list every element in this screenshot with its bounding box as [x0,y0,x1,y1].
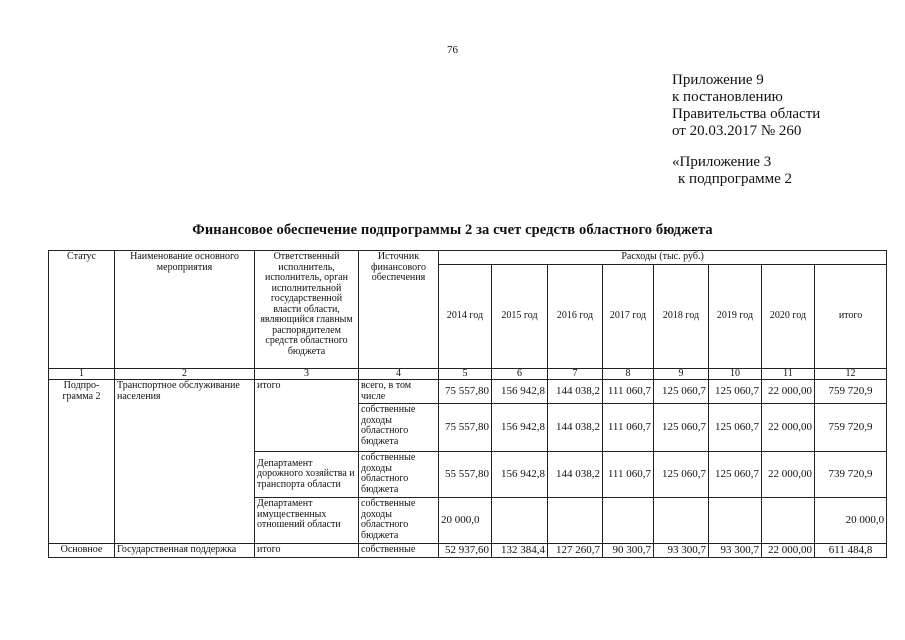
value-cell: 144 038,2 [548,380,603,404]
header-year: 2017 год [603,265,654,369]
value-cell: 125 060,7 [709,404,762,452]
value-cell: 52 937,60 [439,544,492,558]
index-cell: 3 [255,369,359,380]
header-name: Наименование основного мероприятия [115,251,255,369]
index-row [49,369,887,380]
value-cell: 55 557,80 [439,452,492,498]
index-cell: 12 [815,369,887,380]
header-status: Статус [49,251,115,369]
index-cell: 1 [49,369,115,380]
value-cell [548,498,603,544]
source-cell: собственные [359,544,439,558]
source-cell: собственные доходы областного бюджета [359,404,439,452]
source-cell: собственные доходы областного бюджета [359,498,439,544]
value-cell: 75 557,80 [439,404,492,452]
appendix-line-4: от 20.03.2017 № 260 [672,123,802,139]
value-cell: 156 942,8 [492,380,548,404]
appendix-note [672,72,820,140]
status-cell: Подпро-грамма 2 [49,380,115,544]
index-cell: 5 [439,369,492,380]
index-cell: 9 [654,369,709,380]
total-cell: 739 720,9 [815,452,887,498]
value-cell: 75 557,80 [439,380,492,404]
header-source: Источник финансового обеспечения [359,251,439,369]
total-cell: 759 720,9 [815,380,887,404]
total-cell: 611 484,8 [815,544,887,558]
value-cell: 144 038,2 [548,452,603,498]
appendix-line-3: Правительства области [672,106,821,122]
source-cell: всего, в том числе [359,380,439,404]
index-cell: 4 [359,369,439,380]
document-title: Финансовое обеспечение подпрограммы 2 за счет средств областного бюджета [192,222,713,238]
value-cell: 90 300,7 [603,544,654,558]
header-year: 2018 год [654,265,709,369]
appendix-ref-line-2: к подпрограмме 2 [678,171,792,187]
name-cell: Государственная поддержка [115,544,255,558]
value-cell: 156 942,8 [492,452,548,498]
value-cell: 93 300,7 [709,544,762,558]
status-cell: Основное [49,544,115,558]
header-responsible: Ответственный исполнитель, исполнитель, орган исполнительной государственной власти области, являющийся главным распорядителем средств областного бюджета [255,251,359,369]
value-cell: 22 000,00 [762,380,815,404]
value-cell: 132 384,4 [492,544,548,558]
source-cell: собственные доходы областного бюджета [359,452,439,498]
value-cell [762,498,815,544]
header-year: 2015 год [492,265,548,369]
index-cell: 8 [603,369,654,380]
header-total: итого [815,265,887,369]
value-cell: 156 942,8 [492,404,548,452]
value-cell: 111 060,7 [603,452,654,498]
value-cell: 111 060,7 [603,404,654,452]
finance-table [48,250,887,558]
index-cell: 10 [709,369,762,380]
value-cell: 125 060,7 [654,452,709,498]
total-cell: 759 720,9 [815,404,887,452]
header-year: 2019 год [709,265,762,369]
index-cell: 11 [762,369,815,380]
name-cell: Транспортное обслуживание населения [115,380,255,544]
header-year: 2016 год [548,265,603,369]
value-cell [654,498,709,544]
index-cell: 2 [115,369,255,380]
appendix-line-1: Приложение 9 [672,72,764,88]
value-cell: 22 000,00 [762,404,815,452]
value-cell [709,498,762,544]
page-number: 76 [447,44,458,56]
responsible-cell: итого [255,544,359,558]
table-row [49,544,887,558]
index-cell: 7 [548,369,603,380]
appendix-ref-line-1: «Приложение 3 [672,154,772,170]
value-cell: 125 060,7 [709,452,762,498]
value-cell: 20 000,0 [439,498,492,544]
header-year: 2014 год [439,265,492,369]
value-cell: 111 060,7 [603,380,654,404]
value-cell: 125 060,7 [709,380,762,404]
total-cell: 20 000,0 [815,498,887,544]
appendix-line-2: к постановлению [672,89,783,105]
header-year: 2020 год [762,265,815,369]
value-cell: 125 060,7 [654,404,709,452]
value-cell: 22 000,00 [762,452,815,498]
responsible-cell: Департамент дорожного хозяйства и транспорта области [255,452,359,498]
responsible-cell: итого [255,380,359,452]
value-cell: 93 300,7 [654,544,709,558]
value-cell [603,498,654,544]
value-cell: 125 060,7 [654,380,709,404]
header-row [49,251,887,265]
index-cell: 6 [492,369,548,380]
appendix-reference [672,154,792,188]
responsible-cell: Департамент имущественных отношений области [255,498,359,544]
value-cell: 22 000,00 [762,544,815,558]
value-cell [492,498,548,544]
table-row [49,380,887,404]
header-expenses: Расходы (тыс. руб.) [439,251,887,265]
value-cell: 127 260,7 [548,544,603,558]
value-cell: 144 038,2 [548,404,603,452]
